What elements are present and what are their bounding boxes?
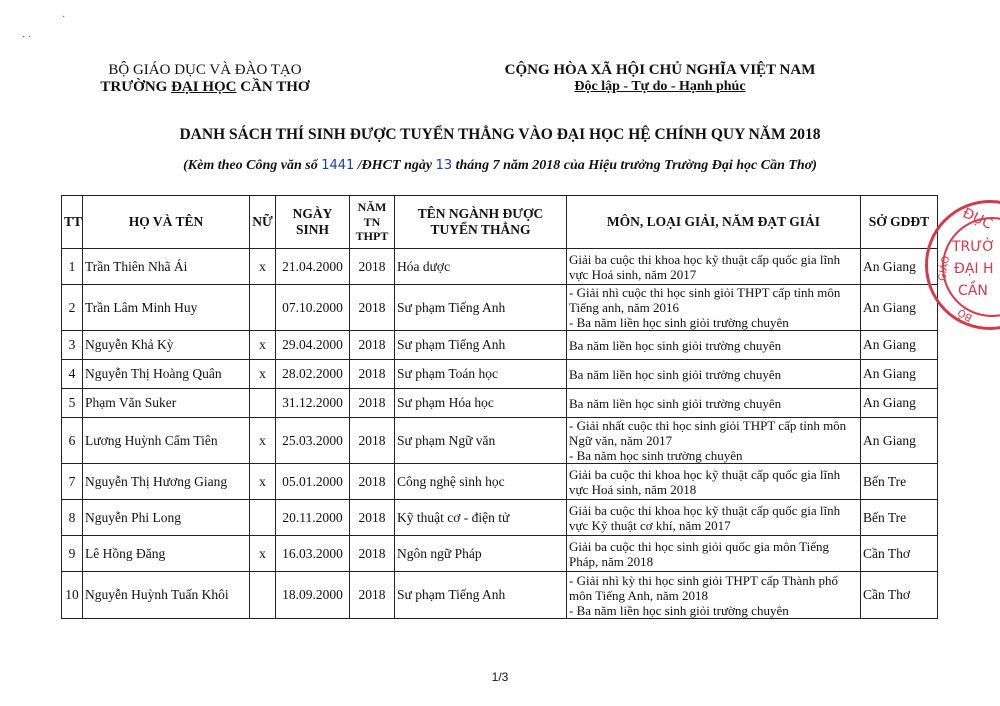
female-mark: x — [250, 418, 276, 464]
document-title: DANH SÁCH THÍ SINH ĐƯỢC TUYỂN THẲNG VÀO ĐẠI HỌC HỆ CHÍNH QUY NĂM 2018 — [179, 126, 821, 143]
award-details — [567, 418, 861, 464]
candidate-name: Nguyễn Huỳnh Tuấn Khôi — [83, 572, 250, 619]
scan-speck: · — [62, 12, 66, 23]
award-details — [567, 285, 861, 331]
award-line: Giải ba cuộc thi khoa học kỹ thuật cấp quốc gia lĩnh vực Hoá sinh, năm 2017 — [569, 251, 841, 282]
graduation-year: 2018 — [350, 536, 395, 572]
birth-date: 21.04.2000 — [276, 249, 350, 285]
header-dob: NGÀY SINH — [276, 196, 350, 249]
admitted-major: Ngôn ngữ Pháp — [395, 536, 567, 572]
header-major: TÊN NGÀNH ĐƯỢC TUYỂN THẲNG — [395, 196, 567, 249]
award-details — [567, 331, 861, 360]
female-mark: x — [250, 331, 276, 360]
table-header-row — [62, 196, 938, 249]
birth-date: 31.12.2000 — [276, 389, 350, 418]
table-row — [62, 464, 938, 500]
education-department: An Giang — [861, 285, 938, 331]
birth-date: 20.11.2000 — [276, 500, 350, 536]
female-mark: x — [250, 536, 276, 572]
table-row — [62, 572, 938, 619]
graduation-year: 2018 — [350, 249, 395, 285]
university-name: TRƯỜNG ĐẠI HỌC CẦN THƠ — [100, 79, 310, 95]
header-name: HỌ VÀ TÊN — [83, 196, 250, 249]
admitted-major: Sư phạm Toán học — [395, 360, 567, 389]
candidate-name: Trần Thiên Nhã Ái — [83, 249, 250, 285]
row-number: 1 — [62, 249, 83, 285]
birth-date: 18.09.2000 — [276, 572, 350, 619]
birth-date: 28.02.2000 — [276, 360, 350, 389]
page-number: 1/3 — [491, 670, 509, 684]
award-line: - Ba năm liền học sinh giỏi trường chuyên — [569, 602, 789, 618]
award-details — [567, 389, 861, 418]
country-name: CỘNG HÒA XÃ HỘI CHỦ NGHĨA VIỆT NAM — [504, 62, 816, 78]
award-line: Ba năm liền học sinh giỏi trường chuyên — [569, 337, 782, 353]
education-department: Cần Thơ — [861, 536, 938, 572]
row-number: 2 — [62, 285, 83, 331]
candidate-name: Lê Hồng Đăng — [83, 536, 250, 572]
candidate-name: Phạm Văn Suker — [83, 389, 250, 418]
education-department: Cần Thơ — [861, 572, 938, 619]
graduation-year: 2018 — [350, 500, 395, 536]
award-details — [567, 249, 861, 285]
female-mark — [250, 285, 276, 331]
table-row — [62, 500, 938, 536]
admitted-major: Sư phạm Tiếng Anh — [395, 572, 567, 619]
table-row — [62, 360, 938, 389]
row-number: 6 — [62, 418, 83, 464]
row-number: 9 — [62, 536, 83, 572]
row-number: 8 — [62, 500, 83, 536]
award-line: - Giải nhì cuộc thi học sinh giỏi THPT cấp tỉnh môn Tiếng anh, năm 2016 — [569, 285, 841, 315]
birth-date: 16.03.2000 — [276, 536, 350, 572]
graduation-year: 2018 — [350, 572, 395, 619]
graduation-year: 2018 — [350, 464, 395, 500]
row-number: 3 — [62, 331, 83, 360]
award-details — [567, 536, 861, 572]
award-details — [567, 464, 861, 500]
candidate-name: Trần Lâm Minh Huy — [83, 285, 250, 331]
national-header — [470, 62, 850, 95]
candidate-table — [61, 195, 938, 619]
education-department: Bến Tre — [861, 464, 938, 500]
candidate-name: Nguyễn Khả Kỳ — [83, 331, 250, 360]
admitted-major: Sư phạm Ngữ văn — [395, 418, 567, 464]
table-row — [62, 418, 938, 464]
admitted-major: Sư phạm Tiếng Anh — [395, 285, 567, 331]
female-mark: x — [250, 360, 276, 389]
national-motto: Độc lập - Tự do - Hạnh phúc — [574, 79, 746, 94]
education-department: An Giang — [861, 418, 938, 464]
award-details — [567, 360, 861, 389]
award-line: - Ba năm liền học sinh giỏi trường chuyên — [569, 315, 789, 330]
education-department: An Giang — [861, 249, 938, 285]
header-grad-year: NĂM TN THPT — [350, 196, 395, 249]
birth-date: 29.04.2000 — [276, 331, 350, 360]
header-female: NỮ — [250, 196, 276, 249]
candidate-name: Lương Huỳnh Cẩm Tiên — [83, 418, 250, 464]
birth-date: 05.01.2000 — [276, 464, 350, 500]
row-number: 7 — [62, 464, 83, 500]
row-number: 10 — [62, 572, 83, 619]
female-mark — [250, 389, 276, 418]
education-department: An Giang — [861, 360, 938, 389]
birth-date: 25.03.2000 — [276, 418, 350, 464]
award-details — [567, 572, 861, 619]
handwritten-doc-number: 1441 — [321, 158, 355, 173]
document-subtitle: (Kèm theo Công văn số 1441 /ĐHCT ngày 13 tháng 7 năm 2018 của Hiệu trưởng Trường Đại học Cần Thơ) — [183, 158, 817, 173]
admitted-major: Công nghệ sinh học — [395, 464, 567, 500]
graduation-year: 2018 — [350, 360, 395, 389]
official-seal: ĐỤC TRƯỜ ĐẠI H CẦN GIÁO BỘ — [925, 200, 1000, 330]
table-row — [62, 389, 938, 418]
table-row — [62, 285, 938, 331]
award-line: Giải ba cuộc thi học sinh giỏi quốc gia môn Tiếng Pháp, năm 2018 — [569, 538, 829, 569]
education-department: Bến Tre — [861, 500, 938, 536]
female-mark: x — [250, 249, 276, 285]
header-award: MÔN, LOẠI GIẢI, NĂM ĐẠT GIẢI — [567, 196, 861, 249]
scan-speck: · · — [22, 32, 32, 43]
admitted-major: Sư phạm Hóa học — [395, 389, 567, 418]
candidate-name: Nguyễn Phi Long — [83, 500, 250, 536]
row-number: 4 — [62, 360, 83, 389]
candidate-name: Nguyễn Thị Hoàng Quân — [83, 360, 250, 389]
graduation-year: 2018 — [350, 285, 395, 331]
award-line: Giải ba cuộc thi khoa học kỹ thuật cấp quốc gia lĩnh vực Hoá sinh, năm 2018 — [569, 466, 841, 497]
award-line: Giải ba cuộc thi khoa học kỹ thuật cấp quốc gia lĩnh vực Kỹ thuật cơ khí, năm 2017 — [569, 502, 841, 533]
admitted-major: Kỹ thuật cơ - điện tử — [395, 500, 567, 536]
birth-date: 07.10.2000 — [276, 285, 350, 331]
table-row — [62, 536, 938, 572]
award-line: - Giải nhất cuộc thi học sinh giỏi THPT cấp tỉnh môn Ngữ văn, năm 2017 — [569, 418, 847, 448]
education-department: An Giang — [861, 389, 938, 418]
award-line: Ba năm liền học sinh giỏi trường chuyên — [569, 366, 782, 382]
female-mark — [250, 500, 276, 536]
row-number: 5 — [62, 389, 83, 418]
award-line: Ba năm liền học sinh giỏi trường chuyên — [569, 395, 782, 411]
header-dept: SỞ GDĐT — [861, 196, 938, 249]
award-line: - Giải nhì kỳ thi học sinh giỏi THPT cấp Thành phố môn Tiếng Anh, năm 2018 — [569, 572, 839, 603]
female-mark — [250, 572, 276, 619]
handwritten-day: 13 — [435, 158, 453, 173]
graduation-year: 2018 — [350, 331, 395, 360]
graduation-year: 2018 — [350, 389, 395, 418]
graduation-year: 2018 — [350, 418, 395, 464]
female-mark: x — [250, 464, 276, 500]
issuer-header — [80, 62, 330, 96]
candidate-name: Nguyễn Thị Hương Giang — [83, 464, 250, 500]
table-row — [62, 249, 938, 285]
table-row — [62, 331, 938, 360]
education-department: An Giang — [861, 331, 938, 360]
award-line: - Ba năm học sinh trường chuyên — [569, 448, 743, 463]
award-details — [567, 500, 861, 536]
admitted-major: Hóa dược — [395, 249, 567, 285]
ministry-name: BỘ GIÁO DỤC VÀ ĐÀO TẠO — [108, 62, 302, 78]
header-tt: TT — [62, 196, 83, 249]
admitted-major: Sư phạm Tiếng Anh — [395, 331, 567, 360]
